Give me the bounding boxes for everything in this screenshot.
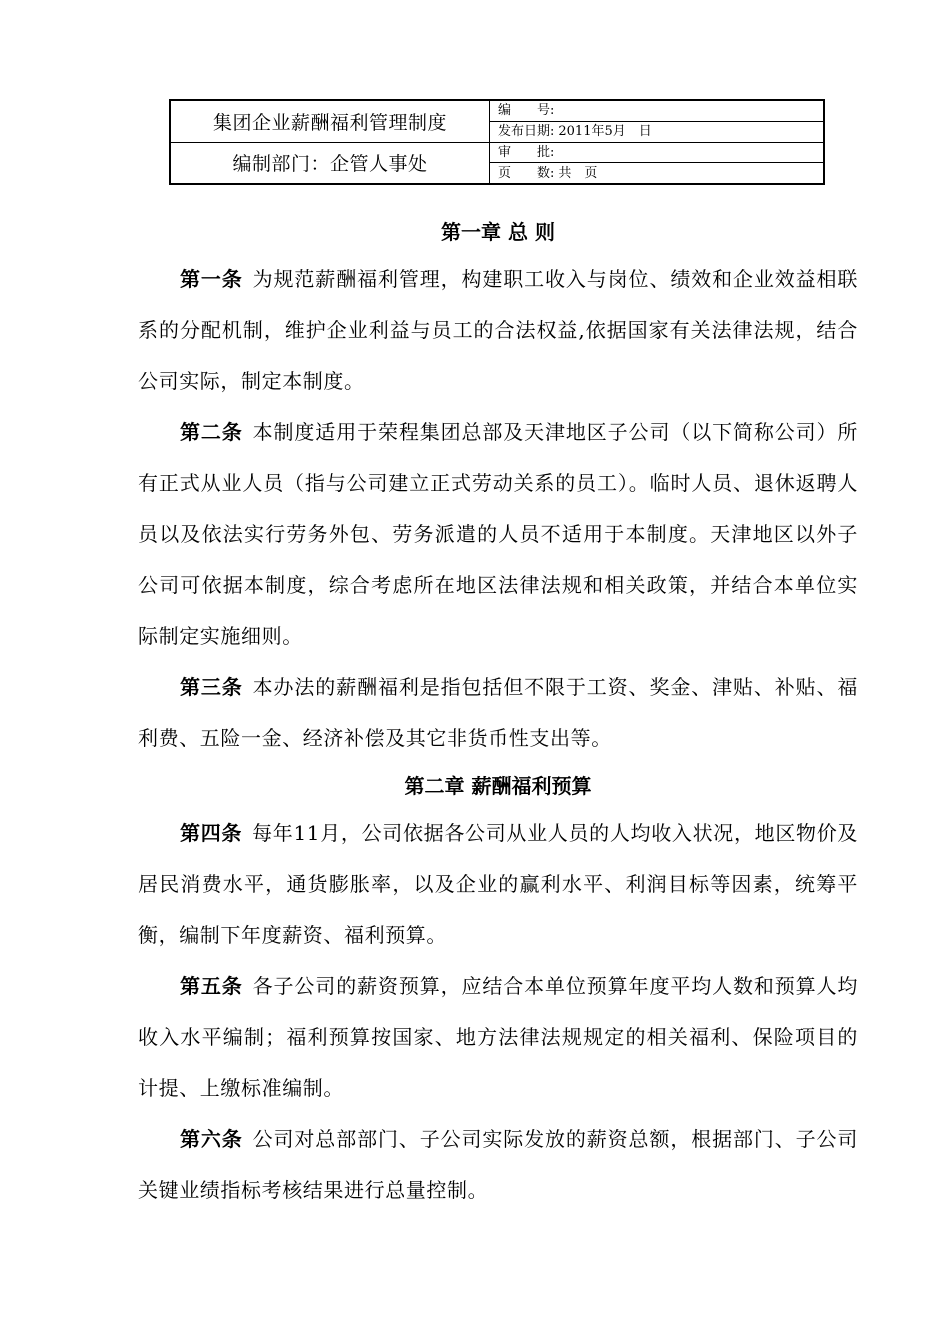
article-label: 第三条 bbox=[180, 675, 243, 699]
article-paragraph bbox=[138, 254, 858, 407]
approve-row bbox=[490, 142, 823, 163]
article-paragraph bbox=[138, 407, 858, 662]
code-label: 编 号: bbox=[498, 103, 555, 119]
pages-value: 共 页 bbox=[558, 165, 598, 181]
document-title: 集团企业薪酬福利管理制度 bbox=[212, 111, 447, 134]
article-text: 公司对总部部门、子公司实际发放的薪资总额，根据部门、子公司关键业绩指标考核结果进行总量控制。 bbox=[138, 1127, 858, 1202]
article-text: 为规范薪酬福利管理，构建职工收入与岗位、绩效和企业效益相联系的分配机制，维护企业利益与员工的合法权益,依据国家有关法律法规，结合公司实际，制定本制度。 bbox=[138, 267, 858, 393]
article-paragraph bbox=[138, 961, 858, 1114]
article-text: 本办法的薪酬福利是指包括但不限于工资、奖金、津贴、补贴、福利费、五险一金、经济补偿及其它非货币性支出等。 bbox=[138, 675, 858, 750]
date-value: 2011年5月 日 bbox=[558, 124, 652, 140]
chapter-title: 第二章 薪酬福利预算 bbox=[404, 774, 592, 798]
department-field: 编制部门：企管人事处 bbox=[171, 142, 489, 184]
pages-label: 页 数: bbox=[498, 165, 555, 181]
document-header-table bbox=[169, 99, 825, 185]
approve-label: 审 批: bbox=[498, 144, 555, 160]
article-paragraph bbox=[138, 1114, 858, 1216]
article-label: 第二条 bbox=[180, 420, 243, 444]
header-left-column bbox=[171, 101, 490, 183]
date-row bbox=[490, 121, 823, 142]
document-body bbox=[138, 210, 858, 1216]
article-label: 第一条 bbox=[180, 267, 243, 291]
date-label: 发布日期: bbox=[498, 124, 555, 140]
header-meta-column bbox=[490, 101, 823, 183]
article-paragraph bbox=[138, 808, 858, 961]
article-label: 第五条 bbox=[180, 974, 243, 998]
article-label: 第六条 bbox=[180, 1127, 243, 1151]
code-row bbox=[490, 101, 823, 121]
article-label: 第四条 bbox=[180, 821, 243, 845]
article-text: 每年11月，公司依据各公司从业人员的人均收入状况，地区物价及居民消费水平，通货膨胀率，以及企业的赢利水平、利润目标等因素，统筹平衡，编制下年度薪资、福利预算。 bbox=[138, 821, 858, 947]
pages-row bbox=[490, 162, 823, 183]
article-paragraph bbox=[138, 662, 858, 764]
chapter-title: 第一章 总 则 bbox=[441, 220, 555, 244]
article-text: 各子公司的薪资预算，应结合本单位预算年度平均人数和预算人均收入水平编制；福利预算按国家、地方法律法规规定的相关福利、保险项目的计提、上缴标准编制。 bbox=[138, 974, 858, 1100]
article-text: 本制度适用于荣程集团总部及天津地区子公司（以下简称公司）所有正式从业人员（指与公司建立正式劳动关系的员工）。临时人员、退休返聘人员以及依法实行劳务外包、劳务派遣的人员不适用于本制度。天津地区以外子公司可依据本制度，综合考虑所在地区法律法规和相关政策，并结合本单位实际制定实施细则。 bbox=[138, 420, 858, 648]
